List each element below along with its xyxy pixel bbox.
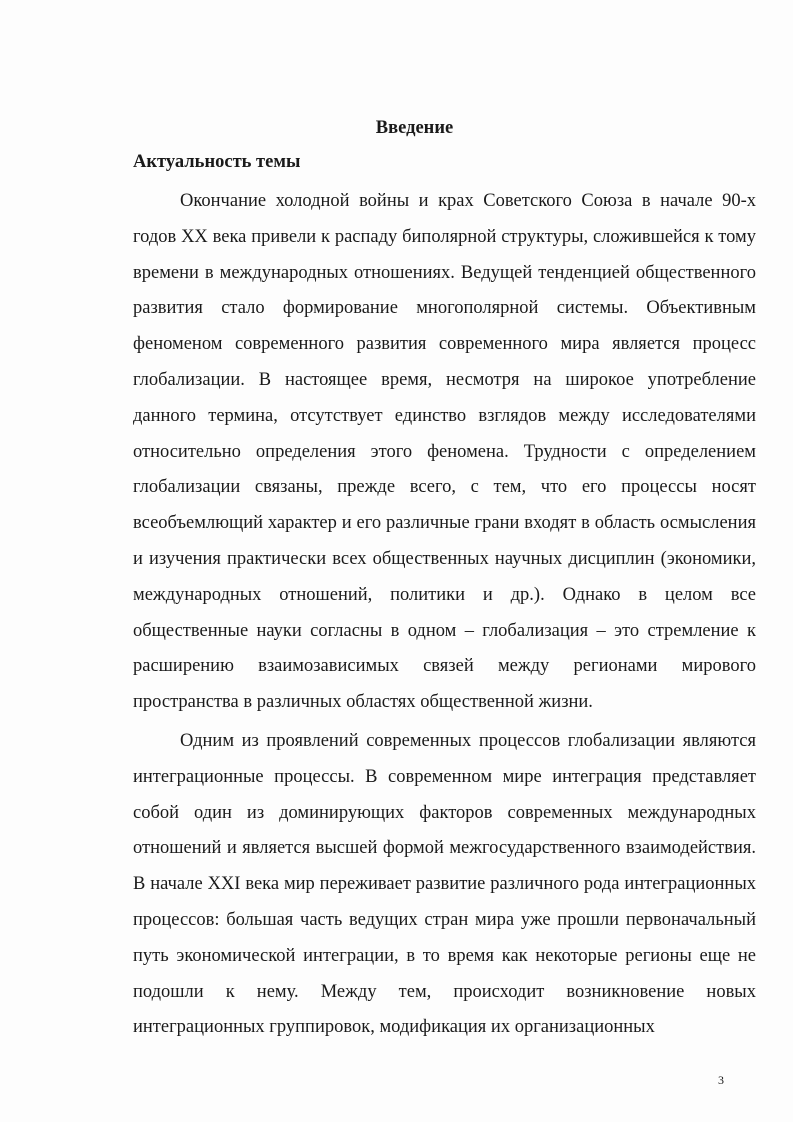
section-heading: Актуальность темы <box>133 152 301 172</box>
paragraph-2: Одним из проявлений современных процессов глобализации являются интеграционные процессы. В современном мире интеграция представляет собой один из доминирующих факторов современных международных отношений и является высшей формой межгосударственного взаимодействия. В начале XXI века мир переживает развитие различного рода интеграционных процессов: большая часть ведущих стран мира уже прошли первоначальный путь экономической интеграции, в то время как некоторые регионы еще не подошли к нему. Между тем, происходит возникновение новых интеграционных группировок, модификация их организационных <box>133 731 756 1038</box>
paragraph-1: Окончание холодной войны и крах Советского Союза в начале 90-х годов XX века привели к распаду биполярной структуры, сложившейся к тому времени в международных отношениях. Ведущей тенденцией общественного развития стало формирование многополярной системы. Объективным феноменом современного развития современного мира является процесс глобализации. В настоящее время, несмотря на широкое употребление данного термина, отсутствует единство взглядов между исследователями относительно определения этого феномена. Трудности с определением глобализации связаны, прежде всего, с тем, что его процессы носят всеобъемлющий характер и его различные грани входят в область осмысления и изучения практически всех общественных научных дисциплин (экономики, международных отношений, политики и др.). Однако в целом все общественные науки согласны в одном – глобализация – это стремление к расширению взаимозависимых связей между регионами мирового пространства в различных областях общественной жизни. <box>133 191 756 713</box>
page-number: 3 <box>718 1073 724 1087</box>
page-title: Введение <box>375 118 454 138</box>
